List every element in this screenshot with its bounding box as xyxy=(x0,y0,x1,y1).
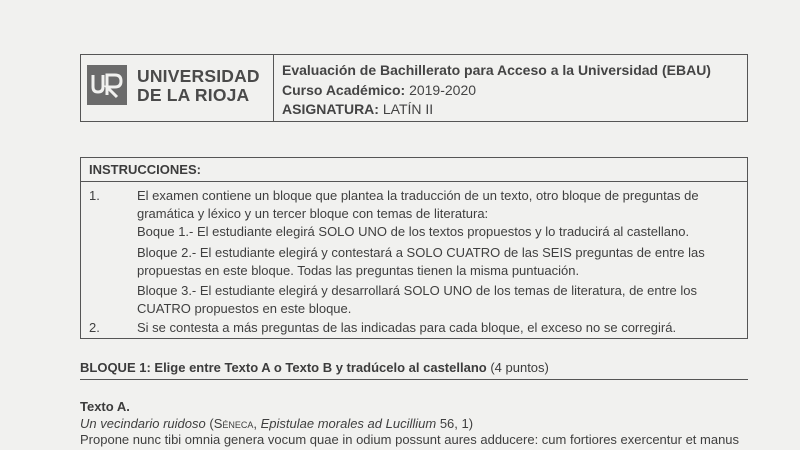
bloque3-line2: CUATRO propuestos en este bloque. xyxy=(137,301,352,316)
item2-text: Si se contesta a más preguntas de las indicadas para cada bloque, el exceso no se corregirá. xyxy=(137,320,677,335)
texto-a-work: Epistulae morales ad Lucillium xyxy=(260,416,437,431)
item1-line1: El examen contiene un bloque que plantea la traducción de un texto, otro bloque de preguntas de xyxy=(137,188,699,203)
item1-line2: gramática y léxico y un tercer bloque con temas de literatura: xyxy=(137,206,489,221)
course-line xyxy=(282,81,711,101)
bloque1-points: (4 puntos) xyxy=(490,360,549,375)
university-logo-icon xyxy=(87,65,127,105)
item1-number: 1. xyxy=(89,188,100,203)
texto-a-subtitle-italic: Un vecindario ruidoso xyxy=(80,416,206,431)
course-label: Curso Académico: xyxy=(282,81,406,98)
bloque1-heading-bold: BLOQUE 1: Elige entre Texto A o Texto B y tradúcelo al castellano xyxy=(80,360,487,375)
texto-a-title: Texto A. xyxy=(80,399,130,414)
instructions-title: INSTRUCCIONES: xyxy=(81,158,747,182)
header-box xyxy=(80,54,748,122)
university-name xyxy=(137,67,260,105)
university-line1: UNIVERSIDAD xyxy=(137,66,260,86)
texto-a-body: Propone nunc tibi omnia genera vocum quae in odium possunt aures adducere: cum fortiores exercentur et manus xyxy=(80,432,740,447)
exam-info xyxy=(274,55,711,121)
bloque3-line1: Bloque 3.- El estudiante elegirá y desarrollará SOLO UNO de los temas de literatura, de entre los xyxy=(137,283,698,298)
bloque1-heading xyxy=(80,359,748,380)
texto-a-subtitle: Un vecindario ruidoso (Séneca, Epistulae morales ad Lucillium 56, 1) xyxy=(80,416,474,431)
instructions-box xyxy=(80,157,748,339)
subject-label: ASIGNATURA: xyxy=(282,101,379,117)
subject-value: LATÍN II xyxy=(382,101,434,117)
bloque2-line2: propuestas en este bloque. Todas las preguntas tienen la misma puntuación. xyxy=(137,263,580,278)
logo-cell xyxy=(81,55,274,121)
exam-title: Evaluación de Bachillerato para Acceso a la Universidad (EBAU) xyxy=(282,62,711,78)
course-value: 2019-2020 xyxy=(409,81,477,98)
texto-a-author: Séneca xyxy=(213,416,254,431)
item2-number: 2. xyxy=(89,320,100,335)
texto-a-ref: 56, 1) xyxy=(439,416,474,431)
bloque2-line1: Bloque 2.- El estudiante elegirá y contestará a SOLO CUATRO de las SEIS preguntas de entre las xyxy=(137,245,705,260)
university-line2: DE LA RIOJA xyxy=(137,85,250,105)
bloque1-instruction: Boque 1.- El estudiante elegirá SOLO UNO de los textos propuestos y lo traducirá al castellano. xyxy=(137,224,690,239)
subject-line xyxy=(282,100,711,120)
